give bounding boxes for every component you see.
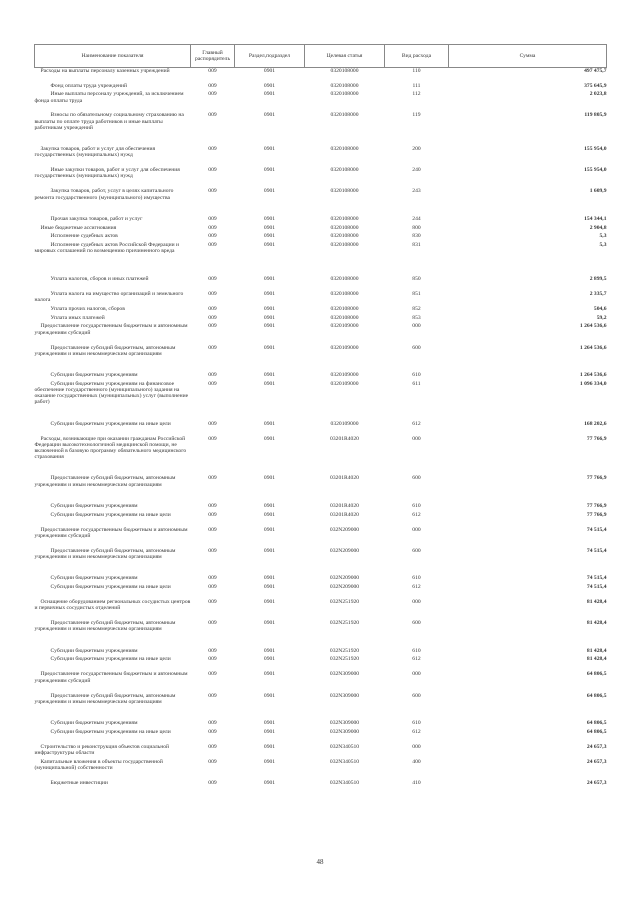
cell-exptype: 800 [412, 224, 421, 231]
cell-grbs: 009 [208, 779, 217, 786]
cell-sum: 81 428,4 [586, 598, 607, 605]
cell-exptype: 240 [412, 167, 421, 174]
cell-exptype: 611 [412, 380, 421, 387]
cell-grbs: 009 [208, 719, 217, 726]
cell-section: 0901 [263, 511, 276, 518]
cell-name: Исполнение судебных актов [50, 233, 118, 240]
cell-target: 0320108000 [330, 167, 359, 174]
cell-target: 0320108000 [330, 233, 359, 240]
cell-exptype: 000 [412, 598, 421, 605]
cell-target: 032N309000 [329, 692, 360, 699]
cell-grbs: 009 [208, 547, 217, 554]
cell-section: 0901 [263, 233, 276, 240]
cell-grbs: 009 [208, 420, 217, 427]
cell-sum: 77 766,9 [586, 435, 607, 442]
cell-grbs: 009 [208, 647, 217, 654]
cell-sum: 81 428,4 [586, 647, 607, 654]
cell-grbs: 009 [208, 620, 217, 627]
cell-section: 0901 [263, 188, 276, 195]
cell-name: Предоставление государственным бюджетным и автономным учреждениям субсидий [34, 526, 188, 539]
cell-target: 03201R4020 [330, 502, 359, 509]
table-row [35, 780, 607, 789]
cell-exptype: 610 [412, 575, 421, 582]
cell-name: Оснащение оборудованием региональных сосудистых центров и первичных сосудистых отделений [34, 598, 191, 612]
cell-name: Закупка товаров, работ и услуг для обеспечения государственных (муниципальных) нужд [34, 146, 156, 159]
header-grbs: Главный распорядитель [191, 45, 235, 68]
cell-sum: 64 806,5 [586, 671, 607, 678]
cell-grbs: 009 [208, 146, 217, 153]
cell-grbs: 009 [208, 290, 217, 297]
cell-name: Субсидии бюджетным учреждениям на иные цели [50, 728, 171, 735]
cell-target: 032N340510 [329, 779, 360, 786]
cell-grbs: 009 [208, 224, 217, 231]
cell-section: 0901 [263, 146, 276, 153]
table-body [35, 68, 607, 789]
cell-sum: 119 805,9 [584, 112, 607, 119]
cell-section: 0901 [263, 435, 276, 442]
table-row [35, 91, 607, 112]
cell-exptype: 243 [412, 188, 421, 195]
cell-target: 0320108000 [330, 112, 359, 119]
cell-sum: 155 954,0 [584, 146, 607, 153]
table-row [35, 759, 607, 780]
cell-target: 0320108000 [330, 275, 359, 282]
table-row [35, 112, 607, 146]
cell-sum: 375 645,9 [584, 82, 607, 89]
cell-section: 0901 [263, 215, 276, 222]
cell-target: 0320108000 [330, 146, 359, 153]
cell-exptype: 200 [412, 146, 421, 153]
cell-grbs: 009 [208, 82, 217, 89]
cell-exptype: 852 [412, 305, 421, 312]
cell-grbs: 009 [208, 68, 217, 74]
cell-sum: 59,2 [596, 314, 607, 321]
cell-exptype: 612 [412, 728, 421, 735]
cell-grbs: 009 [208, 380, 217, 387]
cell-exptype: 610 [412, 647, 421, 654]
cell-exptype: 112 [412, 91, 421, 98]
cell-sum: 1 096 334,0 [579, 380, 607, 387]
cell-name: Субсидии бюджетным учреждениям на иные цели [50, 420, 171, 427]
cell-section: 0901 [263, 502, 276, 509]
cell-exptype: 000 [412, 743, 421, 750]
cell-sum: 154 344,1 [584, 215, 607, 222]
cell-sum: 77 766,9 [586, 511, 607, 518]
cell-name: Субсидии бюджетным учреждениям [50, 647, 138, 654]
table-row [35, 575, 607, 584]
cell-name: Предоставление государственным бюджетным и автономным учреждениям субсидий [34, 671, 188, 684]
cell-target: 032N251920 [329, 647, 360, 654]
cell-sum: 74 515,4 [586, 547, 607, 554]
table-row [35, 693, 607, 720]
table-row [35, 167, 607, 188]
table-row [35, 345, 607, 372]
cell-exptype: 612 [412, 656, 421, 663]
cell-exptype: 830 [412, 233, 421, 240]
table-row [35, 421, 607, 436]
cell-name: Строительство и реконструкция объектов социальной инфраструктуры области [34, 743, 169, 756]
cell-exptype: 612 [412, 511, 421, 518]
cell-grbs: 009 [208, 323, 217, 330]
header-name: Наименование показателя [35, 45, 191, 68]
cell-exptype: 850 [412, 275, 421, 282]
cell-name: Взносы по обязательному социальному страхованию на выплаты по оплате труда работников и иные выплаты работникам учреждений [34, 112, 184, 131]
cell-grbs: 009 [208, 305, 217, 312]
cell-sum: 2 899,5 [589, 275, 607, 282]
cell-exptype: 244 [412, 215, 421, 222]
cell-name: Исполнение судебных актов Российской Федерации и мировых соглашений по возмещению причиненного вреда [34, 242, 179, 255]
cell-name: Иные бюджетные ассигнования [40, 224, 117, 231]
cell-target: 0320108000 [330, 314, 359, 321]
cell-exptype: 111 [412, 82, 421, 89]
cell-sum: 2 335,7 [589, 290, 607, 297]
cell-exptype: 610 [412, 719, 421, 726]
cell-sum: 64 806,5 [586, 719, 607, 726]
cell-target: 032N309000 [329, 728, 360, 735]
cell-exptype: 600 [412, 475, 421, 482]
table-row [35, 648, 607, 657]
table-row [35, 475, 607, 502]
cell-target: 03201R4020 [330, 511, 359, 518]
header-exptype: Вид расхода [385, 45, 449, 68]
cell-sum: 24 657,3 [586, 743, 607, 750]
table-row [35, 527, 607, 548]
cell-exptype: 612 [412, 583, 421, 590]
header-section: Раздел,подраздел [235, 45, 305, 68]
cell-name: Уплата налогов, сборов и иных платежей [50, 275, 149, 282]
cell-sum: 2 023,8 [589, 91, 607, 98]
cell-name: Закупка товаров, работ, услуг в целях капитального ремонта государственного (муниципального) имущества [34, 188, 174, 201]
cell-grbs: 009 [208, 372, 217, 378]
cell-section: 0901 [263, 305, 276, 312]
cell-target: 0320108000 [330, 242, 359, 249]
cell-target: 0320108000 [330, 224, 359, 231]
table-row [35, 720, 607, 729]
cell-exptype: 400 [412, 758, 421, 765]
table-row [35, 744, 607, 759]
cell-target: 032N209000 [329, 575, 360, 582]
cell-name: Бюджетные инвестиции [50, 779, 108, 786]
cell-section: 0901 [263, 68, 276, 74]
cell-name: Предоставление субсидий бюджетным, автономным учреждениям и иным некоммерческим организациям [34, 692, 176, 705]
cell-target: 0320109000 [330, 323, 359, 330]
table-row [35, 276, 607, 291]
cell-grbs: 009 [208, 167, 217, 174]
cell-section: 0901 [263, 758, 276, 765]
table-row [35, 146, 607, 167]
table-row [35, 225, 607, 234]
header-target: Целевая статья [305, 45, 385, 68]
table-row [35, 381, 607, 421]
cell-sum: 497 475,7 [584, 68, 607, 74]
cell-name: Уплата прочих налогов, сборов [50, 305, 125, 312]
cell-sum: 168 202,6 [584, 420, 607, 427]
cell-section: 0901 [263, 598, 276, 605]
cell-name: Фонд оплаты труда учреждений [50, 82, 127, 89]
cell-name: Субсидии бюджетным учреждениям [50, 719, 138, 726]
cell-name: Предоставление субсидий бюджетным, автономным учреждениям и иным некоммерческим организациям [34, 344, 176, 357]
cell-section: 0901 [263, 475, 276, 482]
cell-section: 0901 [263, 372, 276, 378]
cell-sum: 1 264 536,6 [579, 344, 607, 351]
cell-name: Иные выплаты персоналу учреждений, за исключением фонда оплаты труда [34, 91, 184, 104]
cell-sum: 1 264 536,6 [579, 323, 607, 330]
table-row [35, 306, 607, 315]
cell-section: 0901 [263, 323, 276, 330]
cell-target: 032N209000 [329, 547, 360, 554]
cell-grbs: 009 [208, 502, 217, 509]
cell-target: 0320108000 [330, 215, 359, 222]
cell-exptype: 000 [412, 526, 421, 533]
table-row [35, 233, 607, 242]
cell-grbs: 009 [208, 242, 217, 249]
cell-name: Субсидии бюджетным учреждениям на иные цели [50, 511, 171, 518]
cell-section: 0901 [263, 779, 276, 786]
cell-grbs: 009 [208, 526, 217, 533]
cell-sum: 81 428,4 [586, 656, 607, 663]
cell-name: Расходы на выплаты персоналу казенных учреждений [40, 68, 170, 74]
cell-grbs: 009 [208, 758, 217, 765]
cell-grbs: 009 [208, 475, 217, 482]
table-row [35, 584, 607, 599]
cell-target: 032N309000 [329, 671, 360, 678]
cell-sum: 81 428,4 [586, 620, 607, 627]
cell-target: 032N340510 [329, 743, 360, 750]
cell-name: Субсидии бюджетным учреждениям [50, 502, 138, 509]
cell-grbs: 009 [208, 112, 217, 119]
cell-exptype: 000 [412, 435, 421, 442]
cell-name: Субсидии бюджетным учреждениям на финансовое обеспечение государственного (муниципального) задания на оказание государственных (муниципальных) услуг (выполнение работ) [34, 380, 189, 406]
cell-grbs: 009 [208, 511, 217, 518]
cell-exptype: 600 [412, 547, 421, 554]
cell-exptype: 610 [412, 502, 421, 509]
table-row [35, 512, 607, 527]
cell-target: 032N251920 [329, 620, 360, 627]
cell-section: 0901 [263, 344, 276, 351]
cell-name: Субсидии бюджетным учреждениям [50, 372, 138, 378]
table-row [35, 291, 607, 306]
cell-sum: 155 954,0 [584, 167, 607, 174]
table-row [35, 188, 607, 215]
cell-name: Иные закупки товаров, работ и услуг для обеспечения государственных (муниципальных) нужд [34, 167, 180, 180]
cell-grbs: 009 [208, 575, 217, 582]
cell-exptype: 410 [412, 779, 421, 786]
cell-section: 0901 [263, 290, 276, 297]
cell-section: 0901 [263, 647, 276, 654]
cell-grbs: 009 [208, 656, 217, 663]
table-row [35, 436, 607, 476]
cell-target: 032N209000 [329, 526, 360, 533]
cell-section: 0901 [263, 583, 276, 590]
cell-exptype: 851 [412, 290, 421, 297]
cell-name: Субсидии бюджетным учреждениям на иные цели [50, 583, 171, 590]
cell-target: 0320109000 [330, 380, 359, 387]
cell-section: 0901 [263, 719, 276, 726]
cell-section: 0901 [263, 575, 276, 582]
table-row [35, 372, 607, 381]
cell-name: Капитальные вложения в объекты государственной (муниципальной) собственности [34, 758, 163, 771]
cell-section: 0901 [263, 547, 276, 554]
cell-exptype: 600 [412, 344, 421, 351]
cell-sum: 77 766,9 [586, 502, 607, 509]
cell-section: 0901 [263, 112, 276, 119]
cell-exptype: 119 [412, 112, 421, 119]
table-row [35, 620, 607, 647]
header-sum: Сумма [449, 45, 607, 68]
cell-target: 0320109000 [330, 344, 359, 351]
table-row [35, 242, 607, 276]
table-row [35, 656, 607, 671]
cell-exptype: 600 [412, 620, 421, 627]
cell-target: 0320108000 [330, 68, 359, 74]
cell-exptype: 610 [412, 372, 421, 378]
cell-sum: 24 657,3 [586, 779, 607, 786]
cell-grbs: 009 [208, 435, 217, 442]
cell-target: 03201R4020 [330, 475, 359, 482]
cell-sum: 74 515,4 [586, 583, 607, 590]
cell-name: Уплата иных платежей [50, 314, 105, 321]
cell-exptype: 000 [412, 323, 421, 330]
cell-section: 0901 [263, 82, 276, 89]
cell-section: 0901 [263, 242, 276, 249]
cell-grbs: 009 [208, 215, 217, 222]
cell-section: 0901 [263, 728, 276, 735]
cell-target: 032N309000 [329, 719, 360, 726]
cell-sum: 77 766,9 [586, 475, 607, 482]
cell-name: Предоставление субсидий бюджетным, автономным учреждениям и иным некоммерческим организациям [34, 620, 176, 633]
cell-sum: 5,3 [599, 233, 607, 240]
cell-grbs: 009 [208, 671, 217, 678]
cell-sum: 24 657,3 [586, 758, 607, 765]
cell-grbs: 009 [208, 314, 217, 321]
cell-section: 0901 [263, 620, 276, 627]
cell-grbs: 009 [208, 275, 217, 282]
cell-exptype: 600 [412, 692, 421, 699]
cell-sum: 74 515,4 [586, 526, 607, 533]
cell-grbs: 009 [208, 344, 217, 351]
cell-section: 0901 [263, 167, 276, 174]
cell-section: 0901 [263, 743, 276, 750]
cell-section: 0901 [263, 275, 276, 282]
cell-target: 032N340510 [329, 758, 360, 765]
table-header [35, 45, 607, 68]
table-row [35, 83, 607, 92]
cell-grbs: 009 [208, 598, 217, 605]
cell-target: 032N251920 [329, 598, 360, 605]
cell-section: 0901 [263, 656, 276, 663]
cell-target: 0320108000 [330, 82, 359, 89]
page-number: 48 [316, 858, 324, 866]
cell-sum: 1 609,9 [589, 188, 607, 195]
cell-grbs: 009 [208, 91, 217, 98]
table-row [35, 671, 607, 692]
cell-name: Прочая закупка товаров, работ и услуг [50, 215, 143, 222]
cell-name: Предоставление субсидий бюджетным, автономным учреждениям и иным некоммерческим организациям [34, 547, 176, 560]
cell-target: 0320108000 [330, 305, 359, 312]
cell-target: 0320109000 [330, 372, 359, 378]
table-row [35, 599, 607, 620]
cell-name: Субсидии бюджетным учреждениям [50, 575, 138, 582]
cell-name: Расходы, возникающие при оказании гражданам Российской Федерации высокотехнологичной медицинской помощи, не включенной в базовую программу обязательного медицинского страхования [34, 435, 187, 461]
cell-exptype: 853 [412, 314, 421, 321]
cell-sum: 74 515,4 [586, 575, 607, 582]
cell-grbs: 009 [208, 188, 217, 195]
budget-table [34, 44, 607, 789]
cell-grbs: 009 [208, 743, 217, 750]
cell-sum: 2 904,8 [589, 224, 607, 231]
cell-target: 0320108000 [330, 290, 359, 297]
cell-target: 032N251920 [329, 656, 360, 663]
table-row [35, 216, 607, 225]
cell-exptype: 000 [412, 671, 421, 678]
cell-section: 0901 [263, 671, 276, 678]
cell-grbs: 009 [208, 692, 217, 699]
cell-target: 0320109000 [330, 420, 359, 427]
table-row [35, 68, 607, 83]
cell-sum: 1 264 536,6 [579, 372, 607, 378]
cell-section: 0901 [263, 91, 276, 98]
table-row [35, 548, 607, 575]
table-row [35, 503, 607, 512]
cell-section: 0901 [263, 314, 276, 321]
cell-sum: 504,6 [593, 305, 607, 312]
table-row [35, 323, 607, 344]
cell-section: 0901 [263, 380, 276, 387]
cell-grbs: 009 [208, 583, 217, 590]
cell-target: 03201R4020 [330, 435, 359, 442]
cell-sum: 5,3 [599, 242, 607, 249]
cell-target: 032N209000 [329, 583, 360, 590]
cell-grbs: 009 [208, 728, 217, 735]
table-row [35, 729, 607, 744]
cell-section: 0901 [263, 526, 276, 533]
cell-section: 0901 [263, 692, 276, 699]
cell-section: 0901 [263, 420, 276, 427]
cell-exptype: 612 [412, 420, 421, 427]
cell-target: 0320108000 [330, 91, 359, 98]
cell-target: 0320108000 [330, 188, 359, 195]
cell-name: Предоставление государственным бюджетным и автономным учреждениям субсидий [34, 323, 188, 336]
cell-section: 0901 [263, 224, 276, 231]
cell-exptype: 110 [412, 68, 421, 74]
cell-exptype: 831 [412, 242, 421, 249]
cell-name: Субсидии бюджетным учреждениям на иные цели [50, 656, 171, 663]
cell-sum: 64 806,5 [586, 728, 607, 735]
cell-name: Уплата налога на имущество организаций и земельного налога [34, 290, 184, 304]
cell-grbs: 009 [208, 233, 217, 240]
cell-name: Предоставление субсидий бюджетным, автономным учреждениям и иным некоммерческим организациям [34, 475, 176, 488]
cell-sum: 64 806,5 [586, 692, 607, 699]
